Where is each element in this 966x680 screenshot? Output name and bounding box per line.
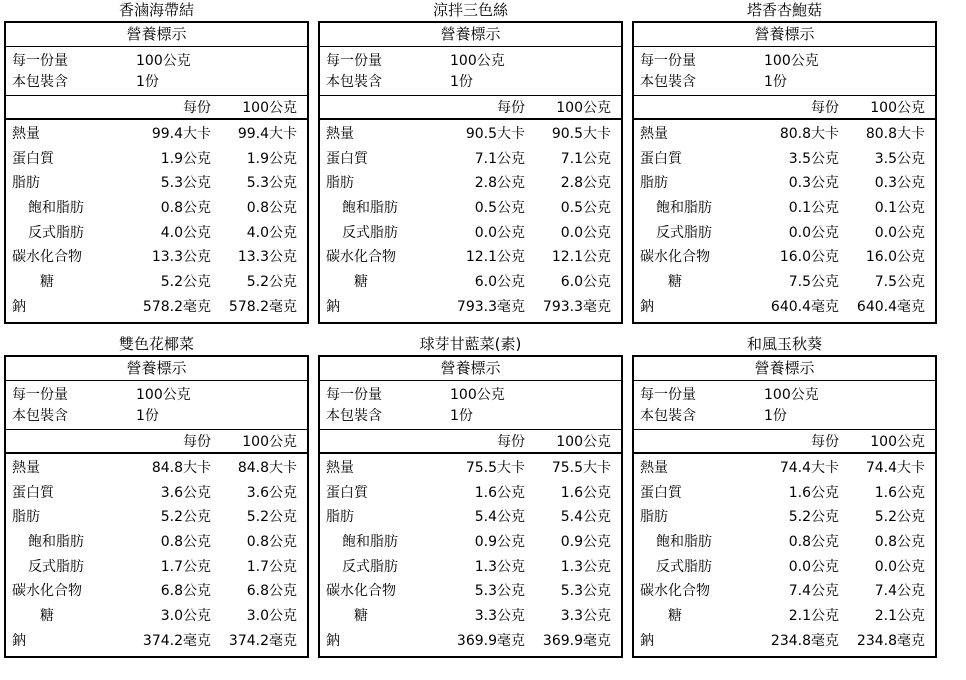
value-per-serving: 5.3公克	[474, 583, 525, 600]
nutrient-row	[320, 196, 621, 221]
column-headers	[634, 430, 935, 454]
nutrient-name: 反式脂肪	[342, 558, 398, 575]
nutrient-name: 糖	[354, 608, 368, 625]
value-per-serving: 3.6公克	[160, 484, 211, 501]
nutrient-name: 脂肪	[326, 509, 354, 526]
nutrient-name: 熱量	[12, 460, 40, 476]
nutrient-name: 脂肪	[12, 509, 40, 526]
value-per-100g: 0.0公克	[560, 224, 611, 241]
nutrient-name: 蛋白質	[640, 150, 682, 167]
value-per-serving: 2.1公克	[788, 608, 839, 625]
nutrient-name: 糖	[40, 608, 54, 625]
value-per-100g: 3.5公克	[874, 150, 925, 167]
value-per-100g: 2.8公克	[560, 175, 611, 192]
pack-value: 1份	[764, 74, 787, 90]
value-per-100g: 1.6公克	[874, 484, 925, 501]
column-headers	[6, 430, 307, 454]
col-per-serving: 每份	[811, 434, 839, 450]
serving-label: 每一份量	[326, 387, 382, 403]
value-per-serving: 12.1公克	[465, 249, 525, 266]
nutrient-name: 飽和脂肪	[28, 534, 84, 551]
value-per-serving: 1.6公克	[474, 484, 525, 501]
serving-info	[6, 381, 307, 430]
value-per-serving: 0.0公克	[788, 224, 839, 241]
serving-value: 100公克	[136, 387, 191, 403]
nutrient-row	[6, 579, 307, 604]
table-header: 營養標示	[634, 23, 935, 47]
nutrient-name: 糖	[40, 274, 54, 291]
value-per-serving: 0.1公克	[788, 200, 839, 217]
product-title: 雙色花椰菜	[118, 335, 194, 353]
col-per-serving: 每份	[497, 434, 525, 450]
pack-value: 1份	[764, 408, 787, 424]
pack-label: 本包裝含	[326, 74, 382, 90]
product-title: 和風玉秋葵	[746, 335, 822, 353]
nutrient-row	[6, 530, 307, 555]
nutrient-name: 糖	[668, 274, 682, 291]
nutrient-row	[320, 147, 621, 172]
nutrient-name: 蛋白質	[326, 150, 368, 167]
nutrient-row	[6, 295, 307, 320]
nutrient-name: 熱量	[640, 460, 668, 476]
value-per-100g: 0.0公克	[874, 558, 925, 575]
value-per-100g: 7.4公克	[874, 583, 925, 600]
nutrient-row	[634, 629, 935, 654]
nutrient-row	[634, 481, 935, 506]
value-per-100g: 5.3公克	[246, 175, 297, 192]
value-per-100g: 3.3公克	[560, 608, 611, 625]
table-header: 營養標示	[320, 357, 621, 381]
value-per-100g: 13.3公克	[237, 249, 297, 266]
nutrient-row	[634, 579, 935, 604]
serving-label: 每一份量	[12, 387, 68, 403]
pack-value: 1份	[136, 408, 159, 424]
value-per-serving: 578.2毫克	[142, 298, 211, 315]
nutrient-name: 熱量	[326, 460, 354, 476]
serving-info	[6, 47, 307, 96]
nutrient-name: 鈉	[12, 298, 26, 315]
product-title: 球芽甘藍菜(素)	[419, 335, 522, 353]
value-per-100g: 74.4大卡	[865, 460, 925, 476]
value-per-serving: 793.3毫克	[456, 298, 525, 315]
value-per-100g: 1.3公克	[560, 558, 611, 575]
value-per-100g: 2.1公克	[874, 608, 925, 625]
col-per-100g: 100公克	[556, 100, 611, 116]
value-per-100g: 99.4大卡	[237, 126, 297, 142]
nutrient-row	[6, 456, 307, 481]
nutrient-row	[634, 456, 935, 481]
column-headers	[320, 430, 621, 454]
value-per-serving: 0.3公克	[788, 175, 839, 192]
value-per-100g: 0.8公克	[246, 534, 297, 551]
table-header: 營養標示	[6, 23, 307, 47]
value-per-serving: 5.2公克	[160, 509, 211, 526]
serving-label: 每一份量	[640, 387, 696, 403]
nutrient-name: 碳水化合物	[640, 583, 710, 600]
value-per-serving: 75.5大卡	[465, 460, 525, 476]
serving-value: 100公克	[450, 387, 505, 403]
nutrient-row	[6, 505, 307, 530]
nutrition-panel	[632, 0, 937, 324]
nutrient-row	[634, 295, 935, 320]
value-per-100g: 1.9公克	[246, 150, 297, 167]
nutrient-row	[320, 171, 621, 196]
col-per-100g: 100公克	[242, 434, 297, 450]
value-per-serving: 6.8公克	[160, 583, 211, 600]
nutrient-row	[634, 245, 935, 270]
value-per-serving: 1.7公克	[160, 558, 211, 575]
col-per-serving: 每份	[183, 100, 211, 116]
value-per-100g: 5.2公克	[874, 509, 925, 526]
value-per-serving: 0.8公克	[160, 534, 211, 551]
col-per-100g: 100公克	[870, 434, 925, 450]
value-per-serving: 0.8公克	[788, 534, 839, 551]
column-headers	[320, 96, 621, 120]
nutrient-name: 反式脂肪	[28, 558, 84, 575]
serving-value: 100公克	[136, 53, 191, 69]
value-per-100g: 0.3公克	[874, 175, 925, 192]
value-per-serving: 13.3公克	[151, 249, 211, 266]
value-per-serving: 5.2公克	[160, 274, 211, 291]
serving-label: 每一份量	[326, 53, 382, 69]
nutrient-row	[6, 481, 307, 506]
value-per-100g: 75.5大卡	[551, 460, 611, 476]
nutrient-name: 碳水化合物	[640, 249, 710, 266]
value-per-serving: 1.3公克	[474, 558, 525, 575]
nutrient-name: 反式脂肪	[656, 224, 712, 241]
serving-value: 100公克	[764, 387, 819, 403]
table-header: 營養標示	[320, 23, 621, 47]
value-per-serving: 16.0公克	[779, 249, 839, 266]
col-per-100g: 100公克	[870, 100, 925, 116]
col-per-100g: 100公克	[556, 434, 611, 450]
nutrient-name: 反式脂肪	[28, 224, 84, 241]
nutrition-table	[4, 21, 309, 324]
nutrition-panel	[4, 0, 309, 324]
nutrition-panel	[632, 334, 937, 658]
col-per-serving: 每份	[183, 434, 211, 450]
value-per-100g: 7.1公克	[560, 150, 611, 167]
pack-label: 本包裝含	[640, 74, 696, 90]
nutrition-table	[318, 355, 623, 658]
value-per-serving: 7.4公克	[788, 583, 839, 600]
value-per-serving: 0.8公克	[160, 200, 211, 217]
product-title: 塔香杏鮑菇	[746, 1, 822, 19]
nutrient-name: 脂肪	[326, 175, 354, 192]
col-per-100g: 100公克	[242, 100, 297, 116]
value-per-serving: 6.0公克	[474, 274, 525, 291]
nutrient-row	[320, 629, 621, 654]
column-headers	[634, 96, 935, 120]
nutrient-name: 碳水化合物	[326, 249, 396, 266]
serving-info	[320, 47, 621, 96]
value-per-serving: 0.9公克	[474, 534, 525, 551]
value-per-100g: 0.8公克	[246, 200, 297, 217]
value-per-serving: 74.4大卡	[779, 460, 839, 476]
value-per-100g: 234.8毫克	[856, 632, 925, 649]
nutrient-row	[6, 122, 307, 147]
nutrient-name: 反式脂肪	[342, 224, 398, 241]
serving-value: 100公克	[764, 53, 819, 69]
nutrient-row	[6, 196, 307, 221]
nutrient-row	[320, 555, 621, 580]
nutrient-row	[320, 604, 621, 629]
pack-label: 本包裝含	[12, 74, 68, 90]
nutrient-row	[634, 147, 935, 172]
value-per-100g: 5.3公克	[560, 583, 611, 600]
pack-label: 本包裝含	[12, 408, 68, 424]
col-per-serving: 每份	[811, 100, 839, 116]
nutrient-row	[634, 505, 935, 530]
value-per-100g: 90.5大卡	[551, 126, 611, 142]
nutrient-name: 鈉	[12, 632, 26, 649]
value-per-serving: 1.9公克	[160, 150, 211, 167]
value-per-100g: 369.9毫克	[542, 632, 611, 649]
value-per-serving: 5.3公克	[160, 175, 211, 192]
nutrient-row	[320, 530, 621, 555]
nutrient-name: 飽和脂肪	[656, 200, 712, 217]
value-per-100g: 793.3毫克	[542, 298, 611, 315]
product-title: 香滷海帶結	[118, 1, 194, 19]
serving-info	[320, 381, 621, 430]
nutrient-name: 蛋白質	[12, 484, 54, 501]
nutrient-row	[6, 629, 307, 654]
value-per-100g: 578.2毫克	[228, 298, 297, 315]
pack-value: 1份	[136, 74, 159, 90]
nutrient-name: 碳水化合物	[12, 249, 82, 266]
value-per-serving: 3.3公克	[474, 608, 525, 625]
value-per-serving: 369.9毫克	[456, 632, 525, 649]
value-per-serving: 1.6公克	[788, 484, 839, 501]
value-per-serving: 0.0公克	[788, 558, 839, 575]
value-per-serving: 5.4公克	[474, 509, 525, 526]
nutrient-name: 碳水化合物	[12, 583, 82, 600]
nutrient-row	[320, 456, 621, 481]
value-per-serving: 80.8大卡	[779, 126, 839, 142]
nutrient-row	[6, 147, 307, 172]
value-per-serving: 4.0公克	[160, 224, 211, 241]
value-per-serving: 374.2毫克	[142, 632, 211, 649]
value-per-100g: 0.0公克	[874, 224, 925, 241]
nutrient-row	[320, 245, 621, 270]
nutrient-row	[320, 481, 621, 506]
value-per-100g: 12.1公克	[551, 249, 611, 266]
value-per-serving: 5.2公克	[788, 509, 839, 526]
product-title: 涼拌三色絲	[432, 1, 508, 19]
nutrient-name: 鈉	[640, 632, 654, 649]
value-per-100g: 84.8大卡	[237, 460, 297, 476]
nutrient-name: 蛋白質	[640, 484, 682, 501]
nutrient-row	[6, 555, 307, 580]
value-per-100g: 0.1公克	[874, 200, 925, 217]
nutrient-name: 脂肪	[12, 175, 40, 192]
value-per-100g: 0.5公克	[560, 200, 611, 217]
nutrient-row	[320, 270, 621, 295]
value-per-100g: 5.2公克	[246, 509, 297, 526]
pack-label: 本包裝含	[326, 408, 382, 424]
nutrient-name: 脂肪	[640, 509, 668, 526]
nutrient-row	[320, 505, 621, 530]
nutrition-table	[632, 355, 937, 658]
value-per-100g: 80.8大卡	[865, 126, 925, 142]
nutrition-panel	[318, 0, 623, 324]
value-per-100g: 1.7公克	[246, 558, 297, 575]
nutrition-table	[318, 21, 623, 324]
value-per-serving: 640.4毫克	[770, 298, 839, 315]
nutrient-row	[320, 221, 621, 246]
value-per-100g: 7.5公克	[874, 274, 925, 291]
value-per-serving: 3.5公克	[788, 150, 839, 167]
value-per-100g: 16.0公克	[865, 249, 925, 266]
nutrient-name: 蛋白質	[326, 484, 368, 501]
value-per-serving: 84.8大卡	[151, 460, 211, 476]
nutrient-row	[634, 530, 935, 555]
nutrition-table	[632, 21, 937, 324]
nutrient-name: 脂肪	[640, 175, 668, 192]
nutrient-row	[634, 171, 935, 196]
nutrient-row	[6, 171, 307, 196]
value-per-serving: 7.1公克	[474, 150, 525, 167]
nutrient-row	[6, 221, 307, 246]
value-per-100g: 0.9公克	[560, 534, 611, 551]
serving-label: 每一份量	[640, 53, 696, 69]
nutrient-name: 熱量	[326, 126, 354, 142]
value-per-100g: 0.8公克	[874, 534, 925, 551]
value-per-100g: 5.4公克	[560, 509, 611, 526]
value-per-100g: 6.0公克	[560, 274, 611, 291]
nutrient-row	[320, 579, 621, 604]
nutrient-row	[6, 604, 307, 629]
nutrition-panel	[4, 334, 309, 658]
value-per-serving: 3.0公克	[160, 608, 211, 625]
table-header: 營養標示	[6, 357, 307, 381]
serving-label: 每一份量	[12, 53, 68, 69]
value-per-100g: 3.6公克	[246, 484, 297, 501]
nutrient-name: 蛋白質	[12, 150, 54, 167]
value-per-100g: 1.6公克	[560, 484, 611, 501]
nutrient-name: 飽和脂肪	[656, 534, 712, 551]
nutrient-row	[320, 295, 621, 320]
nutrient-name: 飽和脂肪	[342, 534, 398, 551]
serving-value: 100公克	[450, 53, 505, 69]
value-per-serving: 0.5公克	[474, 200, 525, 217]
value-per-100g: 4.0公克	[246, 224, 297, 241]
value-per-serving: 0.0公克	[474, 224, 525, 241]
nutrient-name: 糖	[354, 274, 368, 291]
nutrient-row	[6, 270, 307, 295]
nutrient-name: 反式脂肪	[656, 558, 712, 575]
value-per-100g: 5.2公克	[246, 274, 297, 291]
pack-value: 1份	[450, 74, 473, 90]
serving-info	[634, 381, 935, 430]
nutrition-table	[4, 355, 309, 658]
value-per-serving: 7.5公克	[788, 274, 839, 291]
nutrient-name: 熱量	[12, 126, 40, 142]
nutrient-name: 鈉	[326, 632, 340, 649]
nutrient-row	[634, 122, 935, 147]
nutrient-name: 熱量	[640, 126, 668, 142]
value-per-100g: 640.4毫克	[856, 298, 925, 315]
nutrient-row	[634, 555, 935, 580]
nutrient-name: 鈉	[640, 298, 654, 315]
value-per-100g: 6.8公克	[246, 583, 297, 600]
value-per-serving: 90.5大卡	[465, 126, 525, 142]
nutrient-row	[634, 604, 935, 629]
pack-label: 本包裝含	[640, 408, 696, 424]
value-per-serving: 99.4大卡	[151, 126, 211, 142]
nutrient-name: 糖	[668, 608, 682, 625]
nutrient-row	[634, 196, 935, 221]
column-headers	[6, 96, 307, 120]
col-per-serving: 每份	[497, 100, 525, 116]
nutrient-name: 鈉	[326, 298, 340, 315]
pack-value: 1份	[450, 408, 473, 424]
value-per-serving: 234.8毫克	[770, 632, 839, 649]
nutrient-row	[634, 270, 935, 295]
nutrient-name: 碳水化合物	[326, 583, 396, 600]
nutrient-row	[320, 122, 621, 147]
value-per-100g: 374.2毫克	[228, 632, 297, 649]
nutrient-name: 飽和脂肪	[28, 200, 84, 217]
value-per-100g: 3.0公克	[246, 608, 297, 625]
nutrient-row	[6, 245, 307, 270]
nutrient-row	[634, 221, 935, 246]
serving-info	[634, 47, 935, 96]
nutrition-panel	[318, 334, 623, 658]
table-header: 營養標示	[634, 357, 935, 381]
nutrient-name: 飽和脂肪	[342, 200, 398, 217]
value-per-serving: 2.8公克	[474, 175, 525, 192]
